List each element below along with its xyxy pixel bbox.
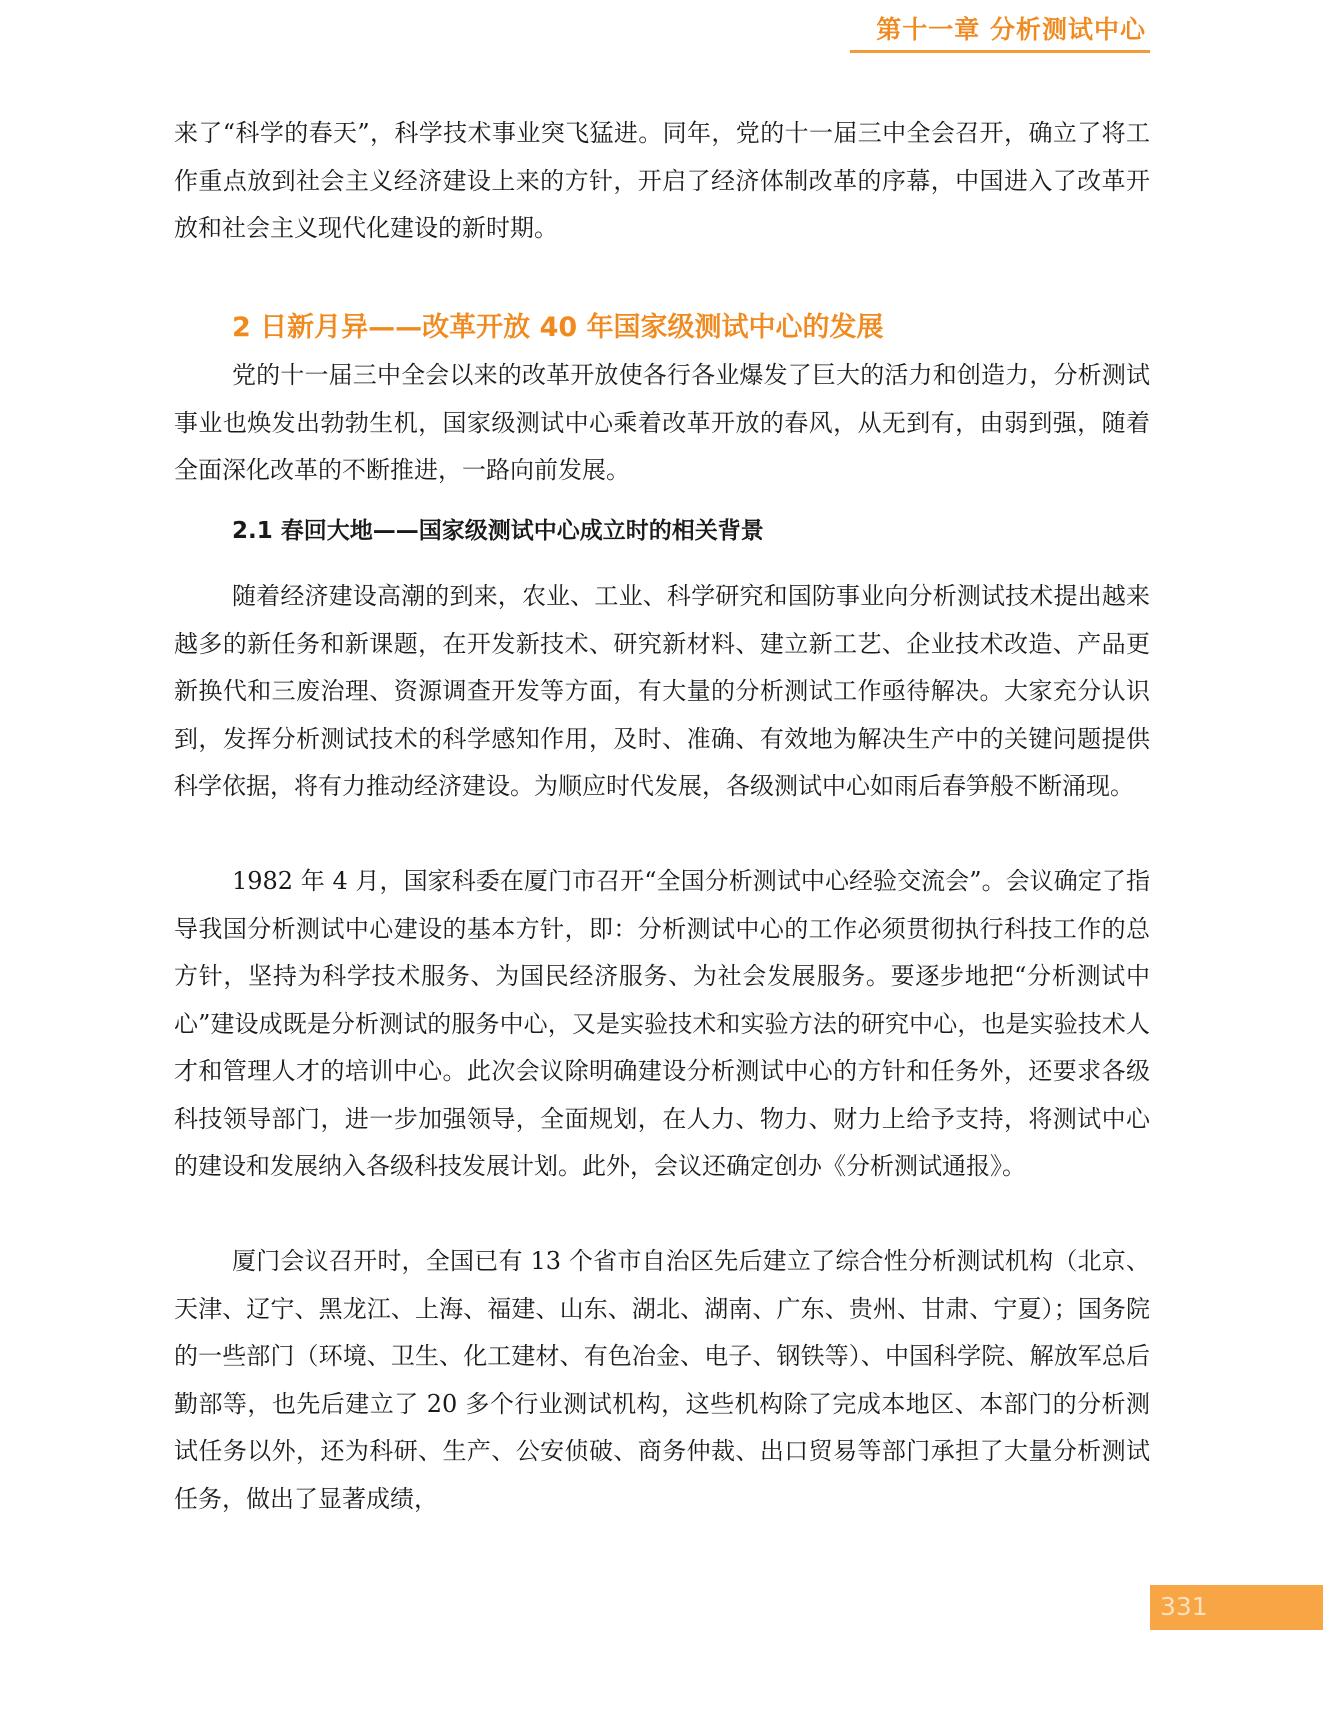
paragraph-continued: 来了“科学的春天”，科学技术事业突飞猛进。同年，党的十一届三中全会召开，确立了将工作重点放到社会主义经济建设上来的方针，开启了经济体制改革的序幕，中国进入了改革开放和社会主义现代化建设的新时期。	[174, 119, 1150, 242]
body-paragraph-3: 厦门会议召开时，全国已有 13 个省市自治区先后建立了综合性分析测试机构（北京、天津、辽宁、黑龙江、上海、福建、山东、湖北、湖南、广东、贵州、甘肃、宁夏）；国务院的一些部门（环境、卫生、化工建材、有色冶金、电子、钢铁等）、中国科学院、解放军总后勤部等，也先后建立了 20 多个行业测试机构，这些机构除了完成本地区、本部门的分析测试任务以外，还为科研、生产、公安侦破、商务仲裁、出口贸易等部门承担了大量分析测试任务，做出了显著成绩，	[174, 1247, 1150, 1513]
subsection-heading: 2.1 春回大地——国家级测试中心成立时的相关背景	[232, 518, 764, 544]
section-intro-paragraph: 党的十一届三中全会以来的改革开放使各行各业爆发了巨大的活力和创造力，分析测试事业也焕发出勃勃生机，国家级测试中心乘着改革开放的春风，从无到有，由弱到强，随着全面深化改革的不断推进，一路向前发展。	[174, 361, 1150, 484]
running-header	[850, 6, 1150, 53]
body-paragraph-1: 随着经济建设高潮的到来，农业、工业、科学研究和国防事业向分析测试技术提出越来越多的新任务和新课题，在开发新技术、研究新材料、建立新工艺、企业技术改造、产品更新换代和三废治理、资源调查开发等方面，有大量的分析测试工作亟待解决。大家充分认识到，发挥分析测试技术的科学感知作用，及时、准确、有效地为解决生产中的关键问题提供科学依据，将有力推动经济建设。为顺应时代发展，各级测试中心如雨后春笋般不断涌现。	[174, 582, 1150, 800]
body-paragraph-2: 1982 年 4 月，国家科委在厦门市召开“全国分析测试中心经验交流会”。会议确定了指导我国分析测试中心建设的基本方针，即：分析测试中心的工作必须贯彻执行科技工作的总方针，坚持为科学技术服务、为国民经济服务、为社会发展服务。要逐步地把“分析测试中心”建设成既是分析测试的服务中心，又是实验技术和实验方法的研究中心，也是实验技术人才和管理人才的培训中心。此次会议除明确建设分析测试中心的方针和任务外，还要求各级科技领导部门，进一步加强领导，全面规划，在人力、物力、财力上给予支持，将测试中心的建设和发展纳入各级科技发展计划。此外，会议还确定创办《分析测试通报》。	[174, 867, 1150, 1180]
page-number-box	[1150, 1585, 1323, 1630]
section-heading: 2 日新月异——改革开放 40 年国家级测试中心的发展	[232, 312, 884, 343]
chapter-title: 第十一章 分析测试中心	[876, 15, 1146, 44]
page-number: 331	[1160, 1592, 1208, 1621]
